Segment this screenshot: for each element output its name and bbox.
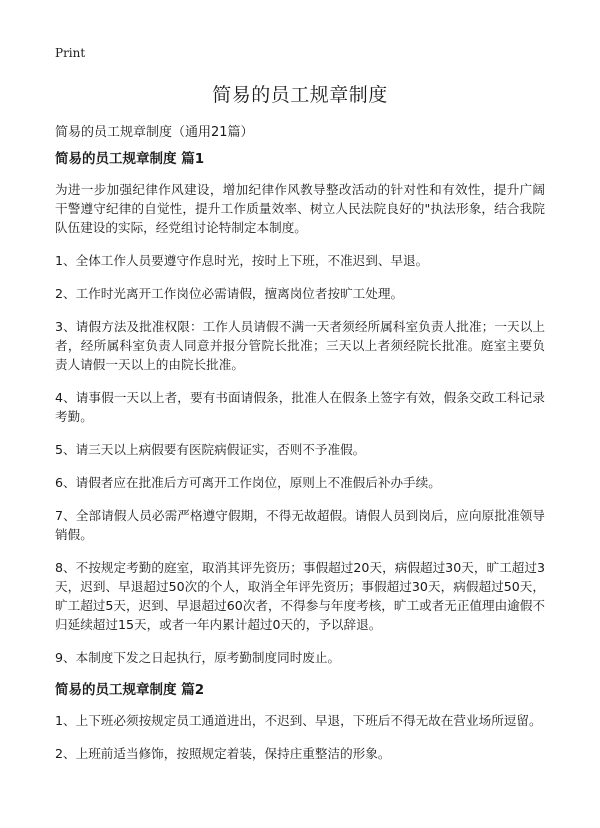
paragraph: 7、全部请假人员必需严格遵守假期，不得无故超假。请假人员到岗后，应向原批准领导销假。 — [55, 508, 545, 542]
section-heading: 简易的员工规章制度 篇1 — [55, 151, 205, 167]
page-title: 简易的员工规章制度 — [212, 84, 388, 106]
print-link[interactable]: Print — [55, 46, 86, 60]
paragraph: 为进一步加强纪律作风建设，增加纪律作风教导整改活动的针对性和有效性，提升广阔干警遵守纪律的自觉性，提升工作质量效率、树立人民法院良好的"执法形象，结合我院队伍建设的实际，经党组讨论特制定本制度。 — [55, 182, 545, 235]
paragraph: 8、不按规定考勤的庭室，取消其评先资历；事假超过20天，病假超过30天，旷工超过3天，迟到、早退超过50次的个人，取消全年评先资历；事假超过30天，病假超过50天，旷工超过5天，迟到、早退超过60次者，不得参与年度考核，旷工或者无正值理由逾假不归延续超过15天，或者一年内累计超过0天的，予以辞退。 — [55, 560, 546, 632]
paragraph: 1、上下班必须按规定员工通道进出，不迟到、早退，下班后不得无故在营业场所逗留。 — [55, 713, 542, 728]
paragraph: 6、请假者应在批准后方可离开工作岗位，原则上不准假后补办手续。 — [55, 475, 441, 490]
section-heading: 简易的员工规章制度 篇2 — [55, 682, 205, 698]
document-body — [55, 150, 545, 777]
paragraph: 2、工作时光离开工作岗位必需请假，擅离岗位者按旷工处理。 — [55, 286, 404, 301]
paragraph: 2、上班前适当修饰，按照规定着装，保持庄重整洁的形象。 — [55, 746, 391, 761]
paragraph: 4、请事假一天以上者，要有书面请假条，批准人在假条上签字有效，假条交政工科记录考勤。 — [55, 390, 545, 424]
section-2 — [55, 681, 545, 763]
paragraph: 1、全体工作人员要遵守作息时光，按时上下班，不准迟到、早退。 — [55, 253, 429, 268]
paragraph: 9、本制度下发之日起执行，原考勤制度同时废止。 — [55, 650, 341, 665]
paragraph: 3、请假方法及批准权限：工作人员请假不满一天者须经所属科室负责人批准；一天以上者，经所属科室负责人同意并报分管院长批准；三天以上者须经院长批准。庭室主要负责人请假一天以上的由院长批准。 — [55, 319, 545, 372]
section-1 — [55, 150, 545, 667]
paragraph: 5、请三天以上病假要有医院病假证实，否则不予准假。 — [55, 442, 366, 457]
page-subtitle: 简易的员工规章制度（通用21篇） — [55, 125, 254, 140]
